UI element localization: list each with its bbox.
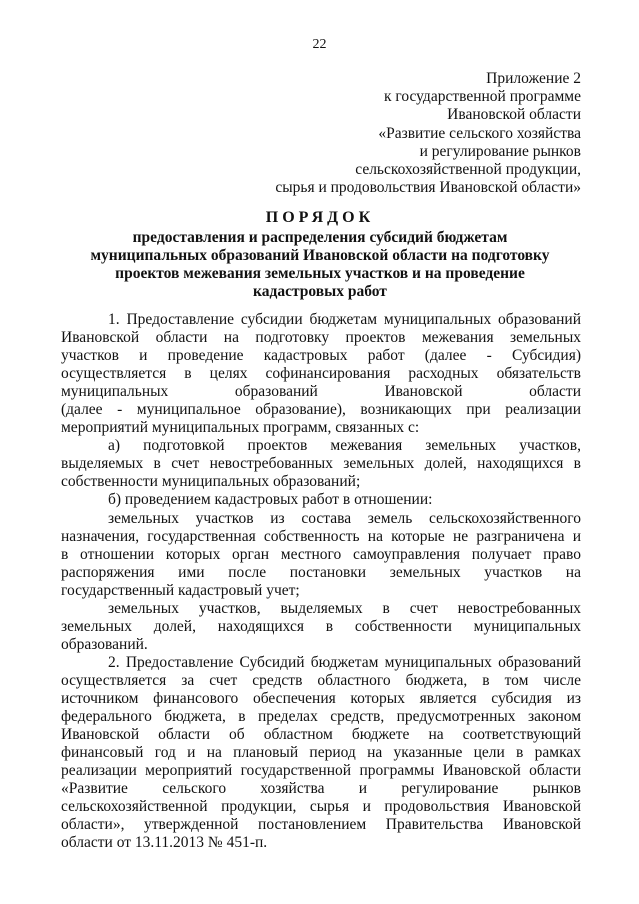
paragraph-line: реализации мероприятий государственной программы Ивановской области	[61, 762, 581, 780]
paragraph-line: государственный кадастровый учет;	[61, 581, 300, 599]
paragraph-line: финансовый год и на плановый период на указанные цели в рамках	[61, 744, 581, 762]
paragraph-line: б) проведением кадастровых работ в отношении:	[108, 491, 433, 509]
paragraph-line: федерального бюджета, в пределах средств, предусмотренных законом	[61, 708, 581, 726]
paragraph-line: распоряжения ими после постановки земельных участков на	[61, 563, 581, 581]
paragraph-p1b1	[61, 510, 581, 600]
subtitle-line: проектов межевания земельных участков и на проведение	[115, 265, 525, 282]
appendix-line: сельскохозяйственной продукции,	[355, 161, 581, 179]
document-body	[61, 311, 581, 852]
paragraph-line: земельных долей, находящихся в собственности муниципальных	[61, 617, 581, 635]
paragraph-line: Ивановской области на подготовку проектов межевания земельных	[61, 329, 581, 347]
paragraph-line: Ивановской области об областном бюджете на соответствующий	[61, 726, 581, 744]
paragraph-p1	[61, 311, 581, 437]
page-number: 22	[312, 37, 327, 52]
subtitle-line: предоставления и распределения субсидий бюджетам	[132, 229, 508, 246]
document-title: ПОРЯДОК	[265, 209, 375, 226]
paragraph-line: (далее - муниципальное образование), возникающих при реализации	[61, 401, 581, 419]
document-heading	[60, 208, 580, 301]
paragraph-line: области», утвержденной постановлением Правительства Ивановской	[61, 816, 581, 834]
paragraph-p1b2	[61, 600, 581, 654]
paragraph-line: муниципальных образований Ивановской области	[61, 383, 581, 401]
paragraph-p1b	[61, 491, 581, 509]
paragraph-line: земельных участков, выделяемых в счет невостребованных	[108, 599, 581, 617]
paragraph-line: осуществляется в целях софинансирования расходных обязательств	[61, 365, 581, 383]
paragraph-line: а) подготовкой проектов межевания земельных участков,	[108, 437, 581, 455]
appendix-line: и регулирование рынков	[419, 142, 581, 160]
appendix-line: Ивановской области	[447, 106, 581, 124]
paragraph-p2	[61, 654, 581, 853]
paragraph-line: образований.	[61, 635, 148, 653]
paragraph-line: области от 13.11.2013 № 451-п.	[61, 834, 268, 852]
paragraph-line: в отношении которых орган местного самоуправления получает право	[61, 545, 581, 563]
appendix-line: сырья и продовольствия Ивановской области»	[275, 179, 581, 197]
paragraph-line: источником финансового обеспечения которых является субсидия из	[61, 689, 581, 707]
paragraph-line: «Развитие сельского хозяйства и регулирование рынков	[61, 780, 581, 798]
appendix-line: «Развитие сельского хозяйства	[378, 124, 581, 142]
paragraph-line: 1. Предоставление субсидии бюджетам муниципальных образований	[108, 311, 581, 328]
paragraph-line: 2. Предоставление Субсидий бюджетам муниципальных образований	[108, 653, 581, 671]
paragraph-line: собственности муниципальных образований;	[61, 473, 361, 491]
paragraph-p1a	[61, 437, 581, 491]
paragraph-line: осуществляется за счет средств областного бюджета, в том числе	[61, 671, 581, 689]
subtitle-line: кадастровых работ	[253, 283, 387, 300]
appendix-block	[275, 70, 581, 197]
paragraph-line: земельных участков из состава земель сельскохозяйственного	[108, 509, 581, 527]
paragraph-line: назначения, государственная собственность на которые не разграничена и	[61, 527, 581, 545]
appendix-line: к государственной программе	[383, 88, 581, 106]
appendix-line: Приложение 2	[486, 70, 581, 87]
paragraph-line: мероприятий муниципальных программ, связанных с:	[61, 419, 420, 437]
subtitle-line: муниципальных образований Ивановской области на подготовку	[90, 247, 550, 264]
document-subtitle	[60, 229, 580, 301]
paragraph-line: сельскохозяйственной продукции, сырья и продовольствия Ивановской	[61, 798, 581, 816]
paragraph-line: выделяемых в счет невостребованных земельных долей, находящихся в	[61, 455, 581, 473]
paragraph-line: участков и проведение кадастровых работ (далее - Субсидия)	[61, 347, 581, 365]
